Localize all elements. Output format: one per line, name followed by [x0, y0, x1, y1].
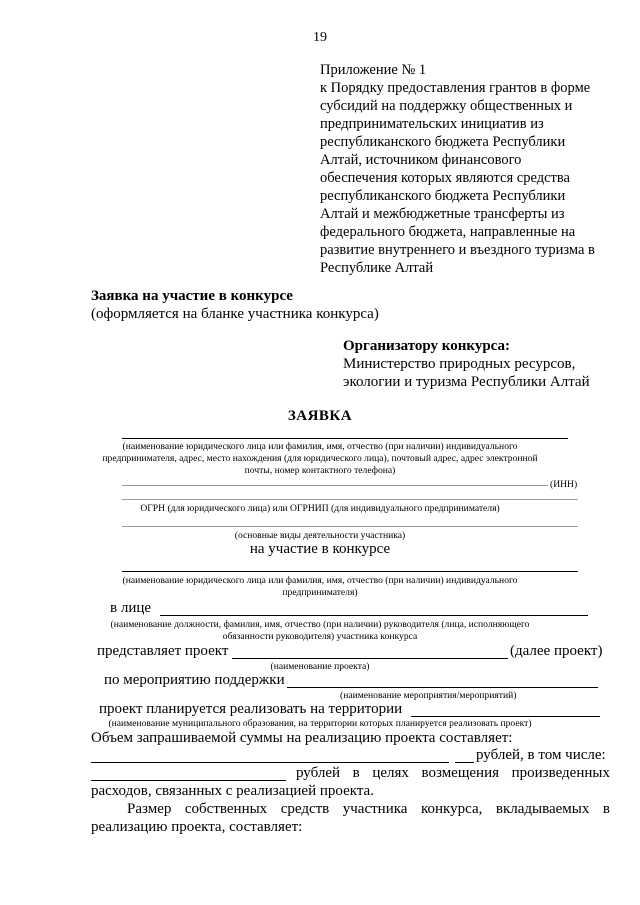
- reimburse-word: в: [352, 765, 360, 781]
- in-person-label: в лице: [110, 600, 152, 616]
- appendix-line: республиканского бюджета Республики: [320, 134, 566, 150]
- expenses-text: расходов, связанных с реализацией проекта.: [91, 783, 374, 799]
- appendix-line: Приложение № 1: [320, 62, 427, 78]
- appendix-line: к Порядку предоставления грантов в форме: [320, 80, 591, 96]
- page-number: 19: [313, 30, 327, 45]
- territory-caption: (наименование муниципального образования, на территории которых планируется реализовать проект): [108, 718, 532, 729]
- presents-project-label: представляет проект: [97, 643, 229, 659]
- amount-field-line[interactable]: [91, 762, 449, 763]
- appendix-line: республиканского бюджета Республики: [320, 188, 566, 204]
- further-project-label: (далее проект): [510, 643, 603, 659]
- reimburse-field-line[interactable]: [91, 780, 286, 781]
- in-person-field-line[interactable]: [160, 615, 588, 616]
- name-caption-3: почты, номер контактного телефона): [244, 465, 396, 476]
- appendix-line: субсидий на поддержку общественных и: [320, 98, 573, 114]
- project-field-line[interactable]: [232, 658, 508, 659]
- reimburse-word: произведенных: [511, 765, 610, 781]
- activities-caption: (основные виды деятельности участника): [234, 530, 406, 541]
- name2-caption-2: предпринимателя): [282, 587, 358, 598]
- participant-name-line[interactable]: [122, 571, 578, 572]
- application-note: (оформляется на бланке участника конкурса): [91, 306, 379, 322]
- own-funds-word: средств: [280, 801, 330, 817]
- amount-field-line-short[interactable]: [455, 762, 474, 763]
- name2-caption-1: (наименование юридического лица или фамилия, имя, отчество (при наличии) индивидуального: [122, 575, 518, 586]
- name-field-line[interactable]: [122, 438, 568, 439]
- organizer-label: Организатору конкурса:: [343, 338, 511, 354]
- support-event-label: по мероприятию поддержки: [104, 672, 285, 688]
- own-funds-word: собственных: [184, 801, 268, 817]
- ogrn-caption: ОГРН (для юридического лица) или ОГРНИП (для индивидуального предпринимателя): [140, 503, 500, 514]
- appendix-line: Алтай и межбюджетные трансферты из: [320, 206, 565, 222]
- organizer-line-2: экологии и туризма Республики Алтай: [343, 374, 590, 390]
- appendix-line: предпринимательских инициатив из: [320, 116, 544, 132]
- reimburse-text: [296, 765, 610, 782]
- event-field-line[interactable]: [287, 687, 598, 688]
- territory-field-line[interactable]: [411, 716, 600, 717]
- appendix-line: Республике Алтай: [320, 260, 434, 276]
- name-caption-2: предпринимателя, адрес, место нахождения (для юридического лица), почтовый адрес, адрес электронной: [102, 453, 538, 464]
- person-caption-2: обязанности руководителя) участника конкурса: [222, 631, 418, 642]
- appendix-block: [320, 61, 620, 277]
- activities-field-line[interactable]: [122, 526, 578, 527]
- inn-caption: (ИНН): [550, 479, 578, 490]
- project-name-caption: (наименование проекта): [270, 661, 370, 672]
- event-name-caption: (наименование мероприятия/мероприятий): [340, 690, 517, 701]
- own-funds-text: [127, 801, 610, 818]
- name-caption-1: (наименование юридического лица или фамилия, имя, отчество (при наличии) индивидуального: [122, 441, 518, 452]
- inn-field-line[interactable]: [122, 485, 548, 486]
- appendix-line: федерального бюджета, направленные на: [320, 224, 576, 240]
- person-caption-1: (наименование должности, фамилия, имя, отчество (при наличии) руководителя (лица, исполняющего: [110, 619, 530, 630]
- territory-plan-label: проект планируется реализовать на территории: [99, 701, 403, 717]
- own-funds-end: реализацию проекта, составляет:: [91, 819, 303, 835]
- appendix-line: обеспечения которых являются средства: [320, 170, 570, 186]
- reimburse-word: рублей: [296, 765, 341, 781]
- own-funds-word: вкладываемых: [495, 801, 590, 817]
- own-funds-word: участника: [342, 801, 408, 817]
- participation-text: на участие в конкурсе: [249, 541, 391, 557]
- own-funds-word: Размер: [127, 801, 172, 817]
- reimburse-word: возмещения: [421, 765, 500, 781]
- organizer-line-1: Министерство природных ресурсов,: [343, 356, 576, 372]
- own-funds-word: конкурса,: [420, 801, 483, 817]
- form-heading: ЗАЯВКА: [287, 408, 353, 424]
- rubles-including-label: рублей, в том числе:: [476, 747, 606, 763]
- amount-line: Объем запрашиваемой суммы на реализацию проекта составляет:: [91, 730, 513, 746]
- ogrn-field-line[interactable]: [122, 499, 578, 500]
- own-funds-word: в: [602, 801, 610, 817]
- appendix-line: Алтай, источником финансового: [320, 152, 522, 168]
- reimburse-word: целях: [372, 765, 409, 781]
- application-title: Заявка на участие в конкурсе: [91, 288, 293, 304]
- appendix-line: развитие внутреннего и въездного туризма в: [320, 242, 595, 258]
